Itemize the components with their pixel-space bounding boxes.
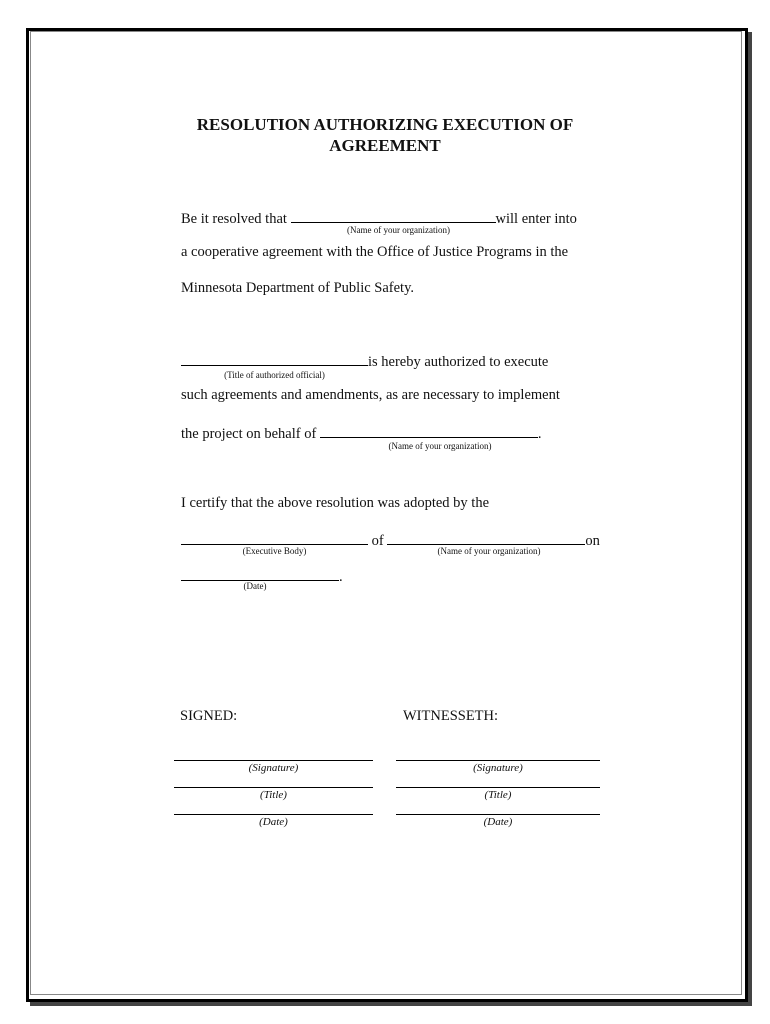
organization-caption-1: (Name of your organization) [346,225,451,235]
date-blank[interactable] [181,566,339,581]
page-border [26,28,748,1002]
behalf-end: . [537,426,542,442]
resolved-lead: Be it resolved that [181,211,287,227]
witness-date-caption: (Date) [483,816,513,828]
witness-signature-line[interactable] [396,760,600,761]
title-line-1: RESOLUTION AUTHORIZING EXECUTION OF [196,115,574,134]
date-end: . [339,569,343,585]
behalf-line [181,423,542,443]
document-title [0,114,770,156]
witness-signature-caption: (Signature) [473,762,523,774]
organization-caption-3: (Name of your organization) [437,546,541,556]
department-line: Minnesota Department of Public Safety. [181,280,415,296]
agreement-line: a cooperative agreement with the Office of Justice Programs in the [181,244,569,260]
authorized-line [181,351,548,371]
official-title-blank[interactable] [181,351,368,366]
organization-name-blank-2[interactable] [320,423,538,438]
date-caption: (Date) [243,581,267,591]
resolved-tail: will enter into [495,211,577,227]
signed-title-line[interactable] [174,787,373,788]
executive-body-blank[interactable] [181,530,368,545]
signed-signature-caption: (Signature) [248,762,299,774]
organization-caption-2: (Name of your organization) [388,441,492,451]
organization-name-blank-3[interactable] [387,530,585,545]
witnesseth-label: WITNESSETH: [403,708,499,724]
organization-name-blank-1[interactable] [291,208,496,223]
signed-date-caption: (Date) [259,816,288,828]
amendments-line: such agreements and amendments, as are necessary to implement [181,387,560,403]
witness-title-line[interactable] [396,787,600,788]
signed-signature-line[interactable] [174,760,373,761]
official-title-caption: (Title of authorized official) [224,370,325,380]
authorized-tail: is hereby authorized to execute [368,354,549,370]
executive-body-caption: (Executive Body) [242,546,307,556]
behalf-lead: the project on behalf of [181,426,317,442]
witness-title-caption: (Title) [484,789,512,801]
witness-date-line[interactable] [396,814,600,815]
signed-date-line[interactable] [174,814,373,815]
certify-line: I certify that the above resolution was adopted by the [181,495,490,511]
signed-label: SIGNED: [180,708,238,724]
title-line-2: AGREEMENT [329,136,441,155]
signed-title-caption: (Title) [260,789,287,801]
on-text: on [585,533,600,549]
of-text: of [371,533,384,549]
